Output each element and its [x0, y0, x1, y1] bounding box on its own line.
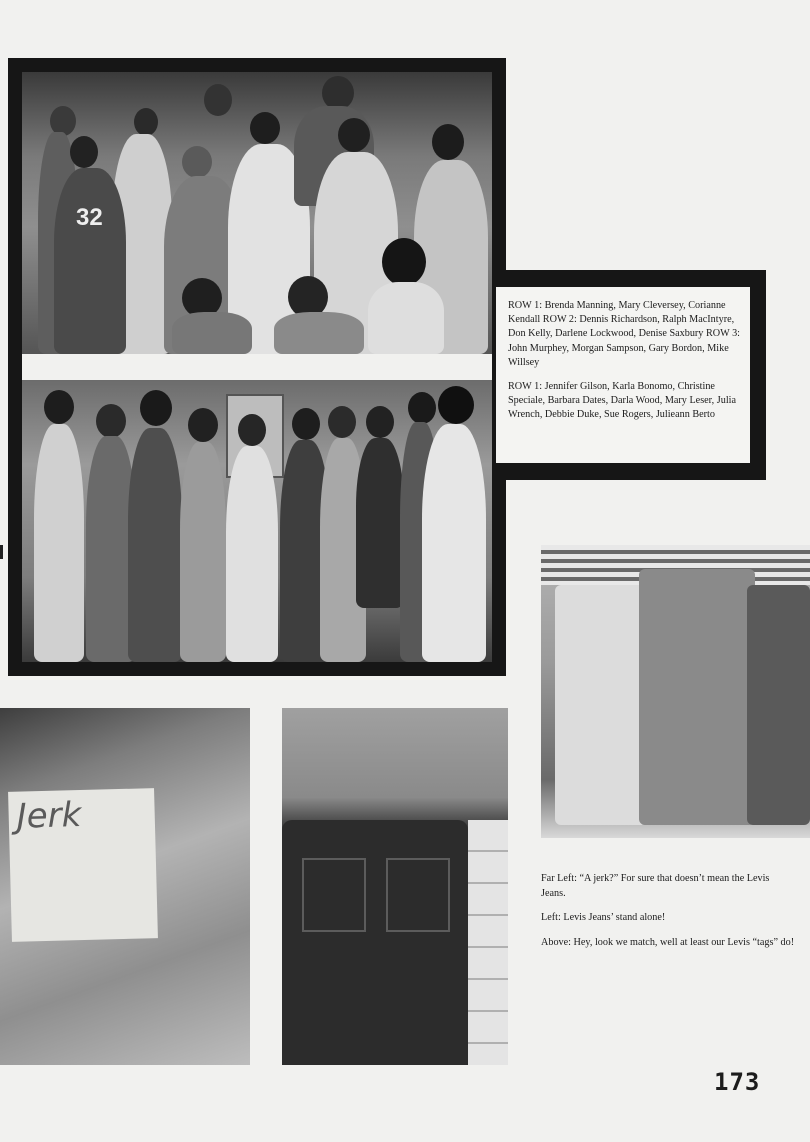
page-number: 173 — [714, 1068, 761, 1096]
caption-row-list-2: ROW 1: Jennifer Gilson, Karla Bonomo, Christine Speciale, Barbara Dates, Darla Wood, Mary Leser, Julia Wrench, Debbie Duke, Sue Rogers, Julieann Berto — [508, 381, 736, 421]
margin-mark — [0, 545, 3, 559]
jersey-number: 32 — [76, 204, 103, 231]
group-caption — [496, 287, 750, 463]
caption-left: Left: Levis Jeans’ stand alone! — [541, 912, 666, 923]
jeans-tag — [8, 788, 158, 942]
jeans-match-photo — [541, 545, 810, 838]
group-photo-2 — [22, 380, 492, 662]
caption-above: Above: Hey, look we match, well at least our Levis “tags” do! — [541, 936, 795, 948]
caption-far-left: Far Left: “A jerk?” For sure that doesn’t mean the Levis Jeans. — [541, 873, 770, 899]
jeans-back-photo — [282, 708, 508, 1065]
caption-row-list-1: ROW 1: Brenda Manning, Mary Cleversey, Corianne Kendall ROW 2: Dennis Richardson, Ralph MacIntyre, Don Kelly, Darlene Lockwood, Denise Saxbury ROW 3: John Murphey, Morgan Sampson, Gary Bordon, Mike Willsey — [508, 300, 740, 368]
photo-separator — [22, 354, 492, 380]
photo-captions — [541, 872, 796, 960]
group-photo-1 — [22, 72, 492, 354]
tag-handwriting: Jerk — [16, 795, 82, 837]
